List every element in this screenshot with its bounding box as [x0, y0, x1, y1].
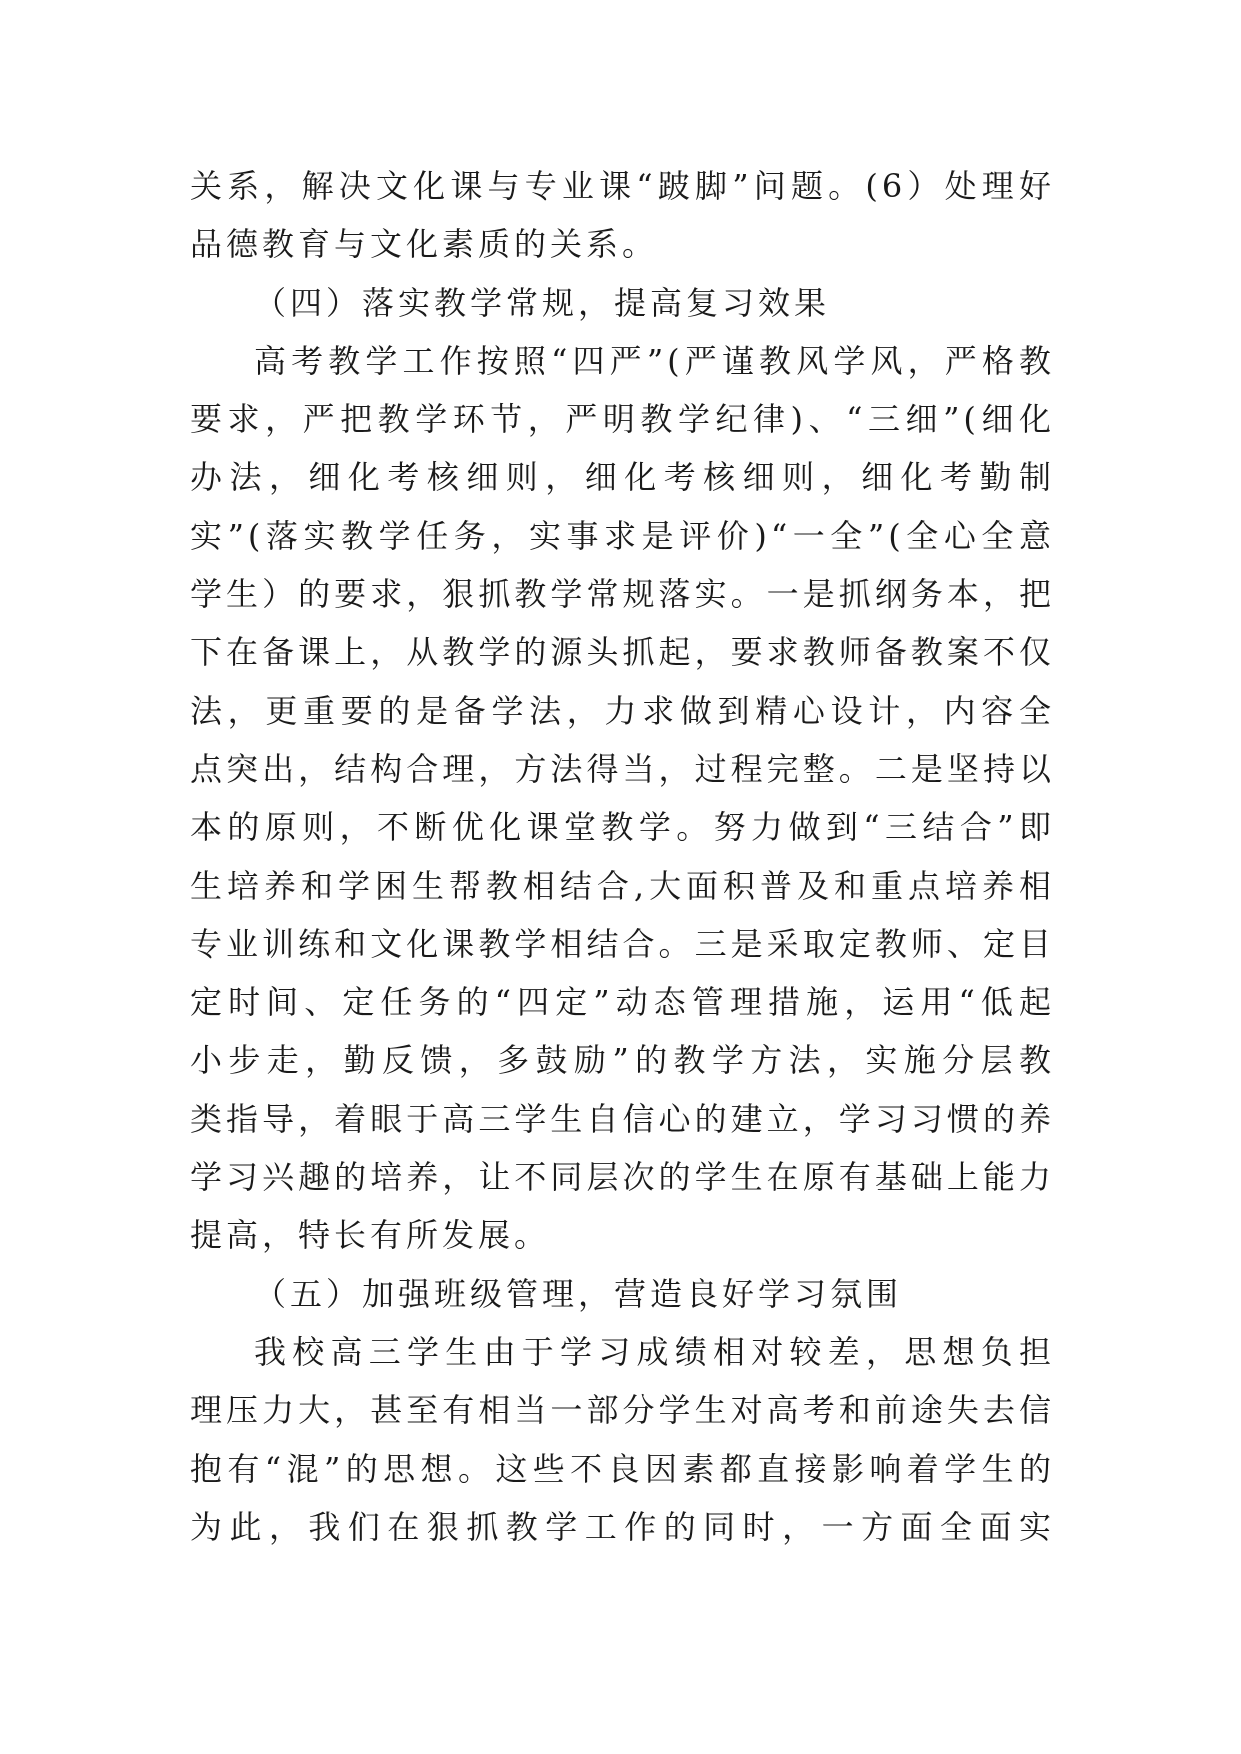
paragraph-line: 为此，我们在狠抓教学工作的同时，一方面全面实 [190, 1507, 1055, 1546]
paragraph-line: 本的原则，不断优化课堂教学。努力做到“三结合”即 [190, 808, 1055, 847]
paragraph-line: 要求，严把教学环节，严明教学纪律)、“三细”(细化 [190, 400, 1055, 439]
paragraph-line: 下在备课上，从教学的源头抓起，要求教师备教案不仅 [190, 633, 1055, 672]
paragraph-line: 专业训练和文化课教学相结合。三是采取定教师、定目 [190, 924, 1055, 963]
section-heading: （四）落实教学常规，提高复习效果 [254, 283, 831, 322]
paragraph-line: 我校高三学生由于学习成绩相对较差，思想负担 [254, 1332, 1055, 1371]
paragraph-line: 提高，特长有所发展。 [190, 1216, 551, 1255]
paragraph-line: 学习兴趣的培养，让不同层次的学生在原有基础上能力 [190, 1158, 1055, 1197]
paragraph-line: 实”(落实教学任务，实事求是评价)“一全”(全心全意 [190, 516, 1055, 555]
paragraph-line: 抱有“混”的思想。这些不良因素都直接影响着学生的 [190, 1449, 1055, 1488]
paragraph-line: 学生）的要求，狠抓教学常规落实。一是抓纲务本，把 [190, 575, 1055, 614]
document-body [190, 157, 1055, 1556]
paragraph-line: 定时间、定任务的“四定”动态管理措施，运用“低起 [190, 983, 1055, 1022]
paragraph-line: 品德教育与文化素质的关系。 [190, 225, 659, 264]
section-heading: （五）加强班级管理，营造良好学习氛围 [254, 1274, 903, 1313]
paragraph-line: 高考教学工作按照“四严”(严谨教风学风，严格教 [254, 341, 1055, 380]
paragraph-line: 关系，解决文化课与专业课“跛脚”问题。(6）处理好 [190, 167, 1055, 205]
paragraph-line: 法，更重要的是备学法，力求做到精心设计，内容全 [190, 691, 1055, 730]
paragraph-line: 小步走，勤反馈，多鼓励”的教学方法，实施分层教 [190, 1041, 1055, 1080]
paragraph-line: 生培养和学困生帮教相结合,大面积普及和重点培养相 [190, 866, 1055, 905]
paragraph-line: 办法，细化考核细则，细化考核细则，细化考勤制 [190, 458, 1055, 497]
paragraph-line: 理压力大，甚至有相当一部分学生对高考和前途失去信 [190, 1391, 1055, 1430]
paragraph-line: 类指导，着眼于高三学生自信心的建立，学习习惯的养 [190, 1099, 1055, 1138]
paragraph-line: 点突出，结构合理，方法得当，过程完整。二是坚持以 [190, 749, 1055, 788]
